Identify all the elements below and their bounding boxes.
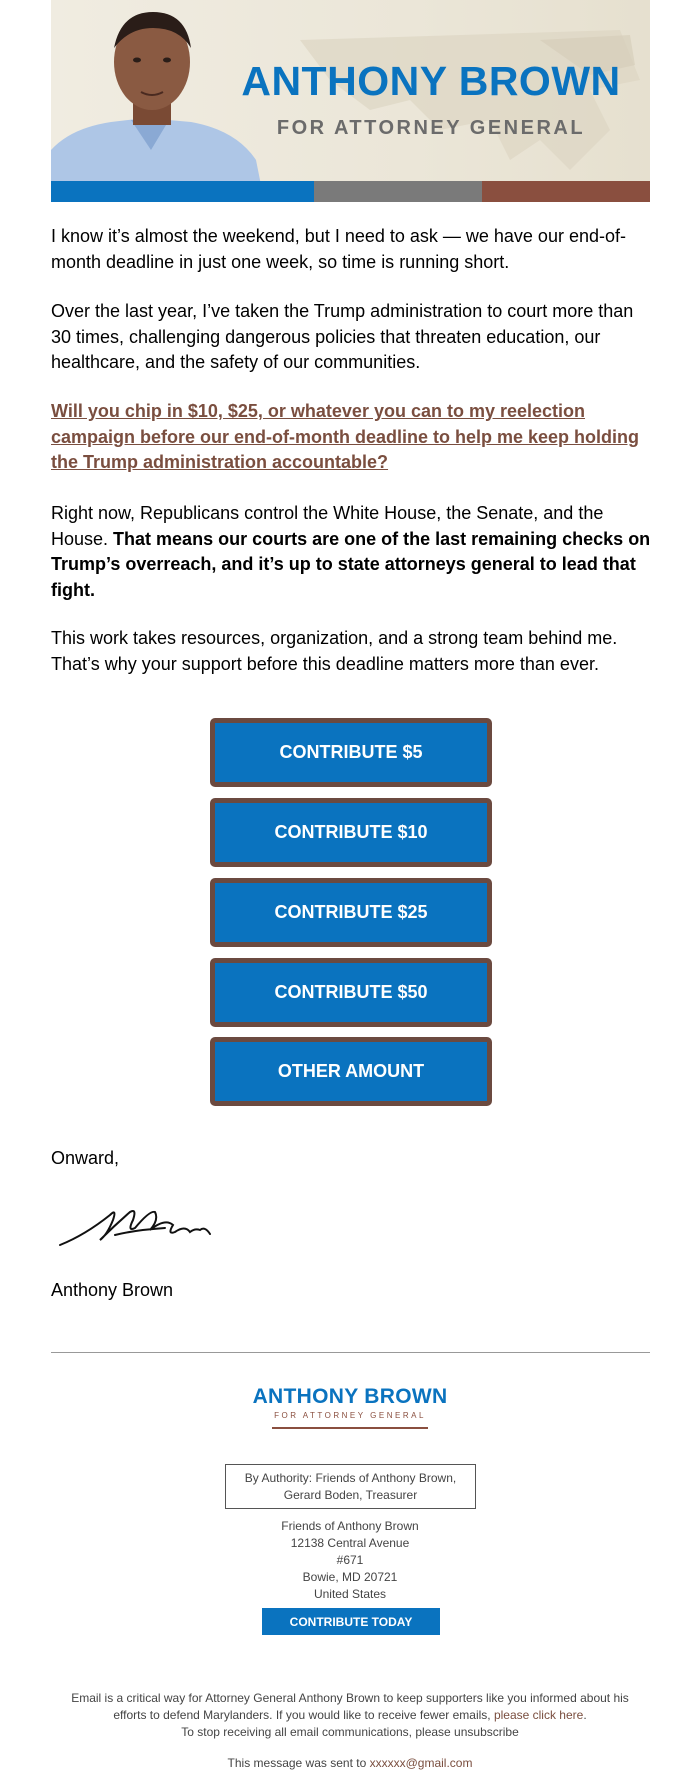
address-line: United States bbox=[313, 1587, 387, 1601]
fewer-emails-text: Email is a critical way for Attorney General Anthony Brown to keep supporters like you informed about his efforts to defend Marylanders. If you would like to receive fewer emails, bbox=[71, 1691, 629, 1722]
stripe-blue bbox=[51, 181, 314, 202]
other-amount-button[interactable]: OTHER AMOUNT bbox=[210, 1037, 492, 1106]
footer-logo bbox=[250, 1385, 450, 1435]
address-line: 12138 Central Avenue bbox=[290, 1536, 410, 1550]
fewer-emails-link[interactable]: please click here bbox=[493, 1708, 584, 1722]
address-line: Bowie, MD 20721 bbox=[302, 1570, 398, 1584]
footer-logo-subtitle: FOR ATTORNEY GENERAL bbox=[274, 1411, 426, 1420]
signature-image bbox=[55, 1190, 245, 1260]
candidate-photo bbox=[51, 0, 261, 185]
paragraph-context bbox=[51, 501, 651, 603]
context-text: Right now, Republicans control the White House, the Senate, and the House. bbox=[51, 503, 604, 549]
authority-line-1: By Authority: Friends of Anthony Brown, bbox=[244, 1471, 457, 1485]
address-line: #671 bbox=[336, 1553, 364, 1567]
header-subtitle: FOR ATTORNEY GENERAL bbox=[276, 117, 586, 139]
contribute-today-button[interactable]: CONTRIBUTE TODAY bbox=[262, 1608, 440, 1635]
legal-text bbox=[60, 1690, 640, 1741]
contribute-5-button[interactable]: CONTRIBUTE $5 bbox=[210, 718, 492, 787]
authority-box bbox=[225, 1464, 476, 1509]
ask-link[interactable]: Will you chip in $10, $25, or whatever you can to my reelection campaign before our end-of-month deadline to help me keep holding the Trump administration accountable? bbox=[51, 401, 640, 472]
fewer-emails-end: . bbox=[583, 1708, 587, 1722]
context-bold-text: That means our courts are one of the last remaining checks on Trump’s overreach, and it’s up to state attorneys general to lead that fight. bbox=[51, 528, 651, 600]
authority-line-2: Gerard Boden, Treasurer bbox=[283, 1488, 418, 1502]
header-banner bbox=[51, 0, 650, 202]
paragraph-ask bbox=[51, 399, 651, 476]
stripe-brown bbox=[482, 181, 650, 202]
footer-logo-name: ANTHONY BROWN bbox=[252, 1385, 448, 1408]
recipient-email[interactable]: xxxxxx@gmail.com bbox=[369, 1756, 473, 1770]
paragraph-deadline: I know it’s almost the weekend, but I need to ask — we have our end-of-month deadline in just one week, so time is running short. bbox=[51, 226, 626, 272]
paragraph-support: This work takes resources, organization, and a strong team behind me. That’s why your support before this deadline matters more than ever. bbox=[51, 628, 618, 674]
closing-text: Onward, bbox=[51, 1148, 120, 1168]
sent-to-line bbox=[100, 1756, 600, 1770]
sent-to-prefix: This message was sent to bbox=[227, 1756, 370, 1770]
fewer-emails-notice bbox=[60, 1690, 640, 1724]
header-name: ANTHONY BROWN bbox=[241, 58, 621, 104]
divider bbox=[51, 1352, 650, 1353]
mailing-address bbox=[200, 1518, 500, 1603]
contribute-25-button[interactable]: CONTRIBUTE $25 bbox=[210, 878, 492, 947]
unsubscribe-notice[interactable]: To stop receiving all email communications, please unsubscribe bbox=[181, 1725, 519, 1739]
footer-logo-rule bbox=[272, 1427, 428, 1429]
paragraph-record: Over the last year, I’ve taken the Trump administration to court more than 30 times, challenging dangerous policies that threaten education, our healthcare, and the safety of our communities. bbox=[51, 301, 634, 372]
contribute-50-button[interactable]: CONTRIBUTE $50 bbox=[210, 958, 492, 1027]
contribute-10-button[interactable]: CONTRIBUTE $10 bbox=[210, 798, 492, 867]
signer-name: Anthony Brown bbox=[51, 1280, 174, 1300]
stripe-gray bbox=[314, 181, 482, 202]
address-line: Friends of Anthony Brown bbox=[281, 1519, 419, 1533]
